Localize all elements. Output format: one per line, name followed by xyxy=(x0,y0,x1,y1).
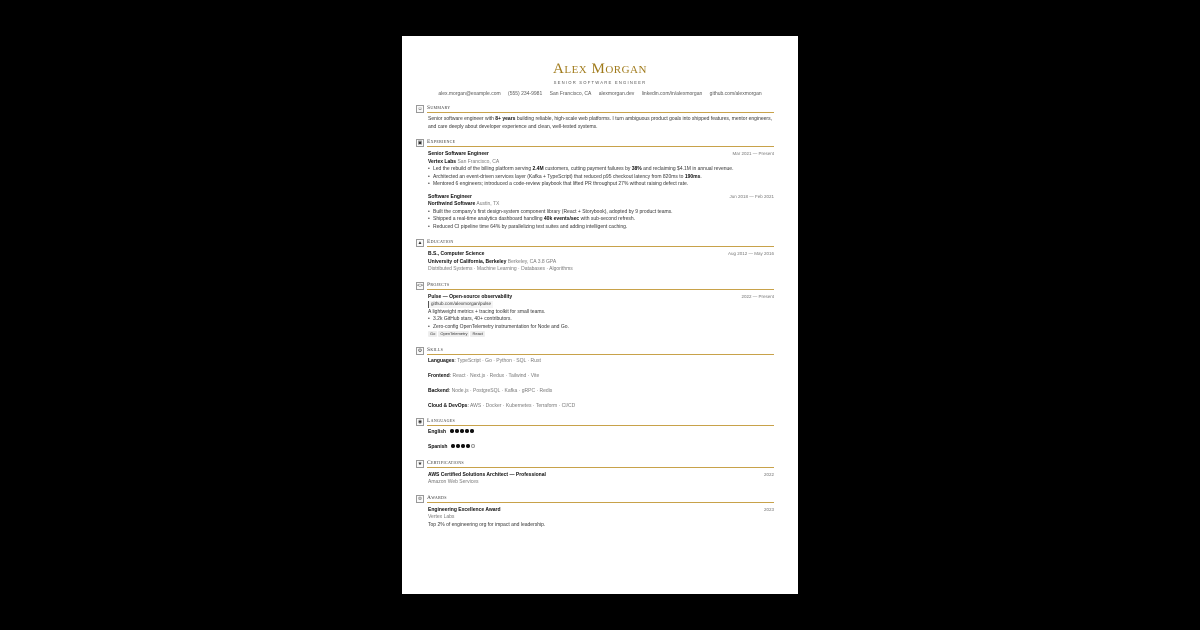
list-item: • Shipped a real-time analytics dashboard handling 40k events/sec with sub-second refresh. xyxy=(428,216,774,224)
project-dates: 2022 — Present xyxy=(741,293,774,299)
rating-dot xyxy=(470,429,474,433)
resume-title: SENIOR SOFTWARE ENGINEER xyxy=(553,80,647,85)
cert-name: AWS Certified Solutions Architect — Professional xyxy=(428,471,546,478)
experience-section xyxy=(416,137,774,231)
job-role: Senior Software Engineer xyxy=(428,151,489,157)
certificate-icon: ★ xyxy=(417,460,423,467)
education-section: ▲ Education B.S., Computer Science Aug 2012 — May 2016 University of California, Berkeley Berkeley, CA 3.8 GPA Distributed Systems · Machine Learning · Databases · Algorithms xyxy=(417,239,774,272)
proficiency-rating xyxy=(450,429,475,437)
tools-icon: ⚙ xyxy=(417,347,423,354)
summary-section xyxy=(416,103,774,131)
award-description: Top 2% of engineering org for impact and leadership. xyxy=(428,521,546,528)
certifications-section xyxy=(416,458,774,487)
job-location: San Francisco, CA xyxy=(457,158,500,165)
languages-section xyxy=(416,416,774,452)
skill-group: Cloud & DevOps: AWS · Docker · Kubernetes · Terraform · CI/CD xyxy=(428,402,576,409)
project-description: A lightweight metrics + tracing toolkit for small teams. xyxy=(428,308,546,315)
section-heading: Summary xyxy=(427,105,774,113)
trophy-icon: ♔ xyxy=(417,495,423,502)
graduation-cap-icon: ▲ xyxy=(417,240,423,246)
globe-icon: ◉ xyxy=(417,419,423,425)
section-heading: Projects xyxy=(427,282,774,290)
skills-section xyxy=(416,345,774,411)
school: University of California, Berkeley xyxy=(428,258,507,265)
project-link[interactable]: github.com/alexmorgan/pulse xyxy=(428,301,493,308)
contact-line xyxy=(426,91,774,97)
section-heading: Languages xyxy=(427,418,774,426)
job-company: Vertex Labs xyxy=(428,158,457,165)
section-heading: Skills xyxy=(427,347,774,355)
award-issuer: Vertex Labs xyxy=(428,514,455,520)
tag: React xyxy=(472,331,483,336)
contact-github[interactable]: github.com/alexmorgan xyxy=(709,91,762,97)
section-heading: Awards xyxy=(427,495,774,503)
list-item: • Mentored 6 engineers; introduced a code-review playbook that lifted PR throughput 27% without raising defect rate. xyxy=(428,181,774,189)
rating-dot xyxy=(450,429,454,433)
section-heading: Certifications xyxy=(427,460,774,468)
job-company: Northwind Software xyxy=(428,201,476,207)
resume-name: Alex Morgan xyxy=(553,61,647,77)
project-tags xyxy=(428,331,774,339)
section-heading: Experience xyxy=(427,139,774,147)
job-dates: Jun 2018 — Feb 2021 xyxy=(729,193,774,199)
contact-linkedin[interactable]: linkedin.com/in/alexmorgan xyxy=(641,91,703,97)
degree: B.S., Computer Science xyxy=(428,251,485,257)
person-icon: ☺ xyxy=(417,106,423,112)
rating-dot xyxy=(451,444,455,448)
job-role: Software Engineer xyxy=(428,193,472,200)
projects-section xyxy=(416,280,774,339)
coursework: Distributed Systems · Machine Learning · Databases · Algorithms xyxy=(428,266,573,272)
job-dates: Mar 2021 — Present xyxy=(732,151,774,156)
list-item: • 3.2k GitHub stars, 40+ contributors. xyxy=(428,316,774,324)
award-year: 2023 xyxy=(763,506,774,512)
tag: OpenTelemetry xyxy=(440,331,468,336)
contact-phone: (555) 234-9981 xyxy=(508,91,543,97)
code-icon: <> xyxy=(417,282,423,289)
list-item: • Zero-config OpenTelemetry instrumentation for Node and Go. xyxy=(428,324,774,332)
job-location: Austin, TX xyxy=(476,201,500,207)
education-dates: Aug 2012 — May 2016 xyxy=(727,251,774,256)
skill-group: Languages: TypeScript · Go · Python · SQL · Rust xyxy=(428,357,541,364)
resume-page xyxy=(402,36,798,594)
skill-group: Backend: Node.js · PostgreSQL · Kafka · gRPC · Redis xyxy=(428,387,553,394)
contact-location: San Francisco, CA xyxy=(549,91,592,97)
project-name: Pulse — Open-source observability xyxy=(428,293,513,300)
list-item: • Reduced CI pipeline time 64% by parallelizing test suites and adding intelligent caching. xyxy=(428,224,774,232)
proficiency-rating xyxy=(451,444,476,452)
cert-issuer: Amazon Web Services xyxy=(428,479,479,485)
job-bullets xyxy=(428,166,774,189)
rating-dot xyxy=(471,444,475,448)
job-entry xyxy=(428,150,774,189)
rating-dot xyxy=(461,444,465,448)
rating-dot xyxy=(466,444,470,448)
job-entry xyxy=(428,193,774,232)
contact-email[interactable]: alex.morgan@example.com xyxy=(438,91,501,97)
language-item: Spanish xyxy=(428,444,774,452)
language-item: English xyxy=(428,429,774,437)
rating-dot xyxy=(455,429,459,433)
awards-section xyxy=(416,493,774,530)
rating-dot xyxy=(465,429,469,433)
rating-dot xyxy=(460,429,464,433)
list-item: • Architected an event-driven services layer (Kafka + TypeScript) that reduced p95 checkout latency from 820ms to 190ms. xyxy=(428,174,774,182)
section-heading: Education xyxy=(427,239,774,247)
skill-group: Frontend: React · Next.js · Redux · Tailwind · Vite xyxy=(428,372,540,379)
rating-dot xyxy=(456,444,460,448)
summary-text: Senior software engineer with 8+ years building reliable, high-scale web platforms. I turn ambiguous product goals into shipped features, mentor engineers, and care deeply about developer experience and clean, well-tested systems. xyxy=(428,116,772,130)
briefcase-icon: ▣ xyxy=(417,140,423,146)
cert-year: 2022 xyxy=(763,471,774,477)
award-name: Engineering Excellence Award xyxy=(428,506,501,513)
job-bullets xyxy=(428,209,774,232)
tag: Go xyxy=(430,331,436,336)
contact-website[interactable]: alexmorgan.dev xyxy=(598,91,635,97)
list-item: • Built the company's first design-system component library (React + Storybook), adopted by 9 product teams. xyxy=(428,209,774,217)
list-item: • Led the rebuild of the billing platform serving 2.4M customers, cutting payment failures by 38% and reclaiming $4.1M in annual revenue. xyxy=(428,166,774,174)
